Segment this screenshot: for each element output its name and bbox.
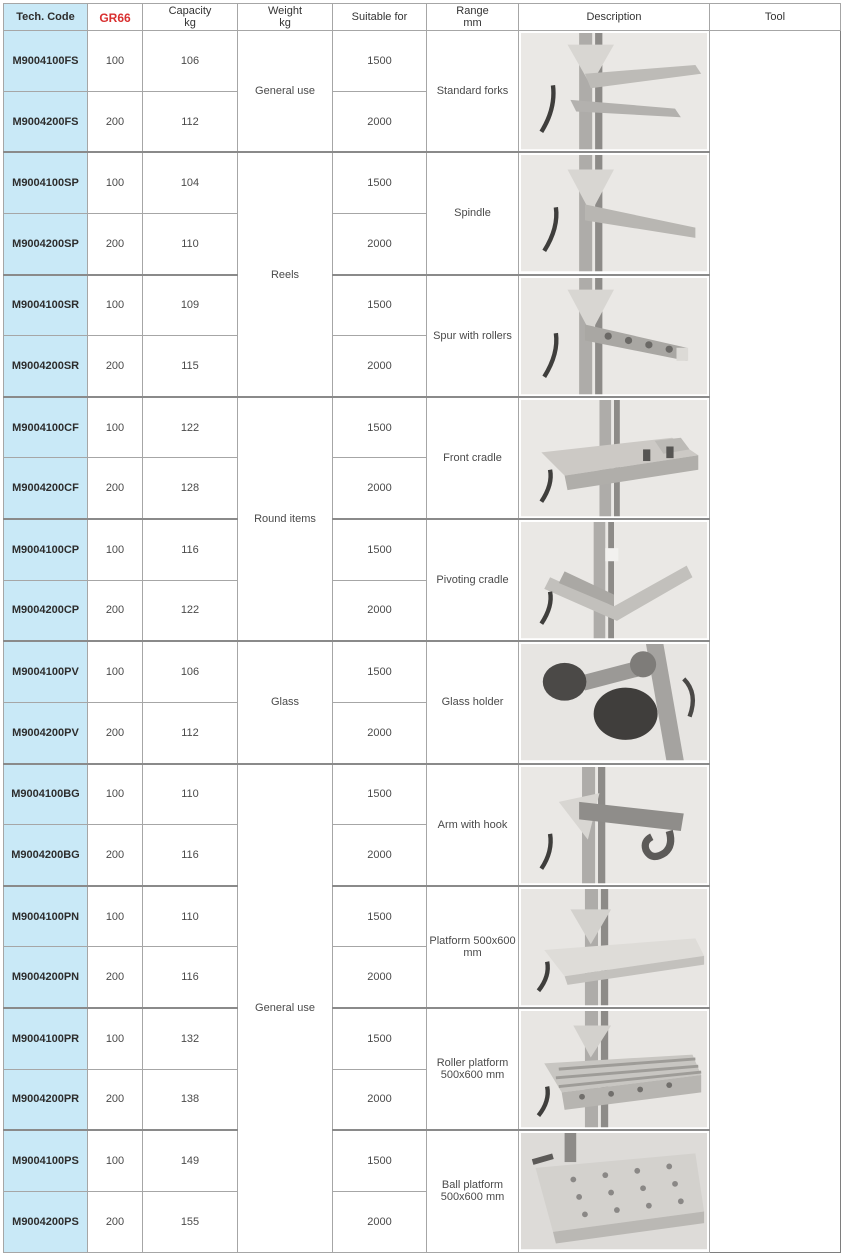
capacity-cell: 100: [88, 519, 143, 580]
product-table: [3, 3, 841, 1253]
gr66-label: GR66: [88, 4, 143, 31]
suitable-for-cell: Reels: [238, 152, 333, 397]
tool-cell: [519, 519, 710, 641]
range-header-unit: mm: [463, 17, 482, 29]
tech-code-cell: M9004200PR: [4, 1069, 88, 1130]
tech-code-cell: M9004100PS: [4, 1130, 88, 1191]
tech-code-cell: M9004200PS: [4, 1191, 88, 1252]
glass-holder-photo: [521, 644, 707, 760]
capacity-header-label: Capacity: [168, 5, 212, 17]
range-cell: 1500: [333, 397, 427, 458]
tech-code-cell: M9004200PN: [4, 947, 88, 1008]
description-cell: Roller platform 500x600 mm: [427, 1008, 519, 1130]
tech-code-cell: M9004100PR: [4, 1008, 88, 1069]
weight-cell: 110: [143, 886, 238, 947]
weight-cell: 132: [143, 1008, 238, 1069]
table-row: [4, 1130, 841, 1191]
suitable-for-cell: General use: [238, 764, 333, 1253]
range-cell: 1500: [333, 31, 427, 92]
weight-cell: 115: [143, 336, 238, 397]
weight-cell: 110: [143, 764, 238, 825]
range-cell: 1500: [333, 764, 427, 825]
suitable-for-header: Suitable for: [333, 4, 427, 31]
tool-cell: [519, 1130, 710, 1252]
tech-code-cell: M9004100SR: [4, 275, 88, 336]
table-row: [4, 336, 841, 397]
table-row: [4, 1191, 841, 1252]
range-cell: 2000: [333, 458, 427, 519]
weight-cell: 155: [143, 1191, 238, 1252]
standard-forks-photo: [521, 33, 707, 149]
range-cell: 2000: [333, 91, 427, 152]
roller-platform-photo: [521, 1011, 707, 1127]
spindle-photo: [521, 155, 707, 271]
capacity-cell: 100: [88, 1008, 143, 1069]
weight-cell: 112: [143, 91, 238, 152]
capacity-header-unit: kg: [184, 17, 196, 29]
weight-cell: 110: [143, 213, 238, 274]
capacity-cell: 100: [88, 152, 143, 213]
catalog-page: [0, 3, 843, 1228]
range-cell: 1500: [333, 641, 427, 702]
weight-cell: 122: [143, 397, 238, 458]
description-cell: Spindle: [427, 152, 519, 274]
range-cell: 2000: [333, 336, 427, 397]
range-cell: 1500: [333, 886, 427, 947]
weight-cell: 106: [143, 641, 238, 702]
table-row: [4, 947, 841, 1008]
range-cell: 1500: [333, 275, 427, 336]
tech-code-cell: M9004200SR: [4, 336, 88, 397]
capacity-cell: 200: [88, 702, 143, 763]
weight-cell: 116: [143, 947, 238, 1008]
ball-platform-photo: [521, 1133, 707, 1249]
tool-cell: [519, 1008, 710, 1130]
capacity-cell: 100: [88, 275, 143, 336]
capacity-cell: 200: [88, 580, 143, 641]
table-row: [4, 886, 841, 947]
table-row: [4, 397, 841, 458]
table-row: [4, 702, 841, 763]
front-cradle-photo: [521, 400, 707, 516]
range-cell: 1500: [333, 152, 427, 213]
description-cell: Glass holder: [427, 641, 519, 763]
weight-header: [238, 4, 333, 31]
weight-header-unit: kg: [279, 17, 291, 29]
capacity-cell: 100: [88, 1130, 143, 1191]
range-cell: 2000: [333, 1191, 427, 1252]
description-header: Description: [519, 4, 710, 31]
range-cell: 2000: [333, 702, 427, 763]
tool-cell: [519, 275, 710, 397]
table-row: [4, 825, 841, 886]
spur-with-rollers-photo: [521, 278, 707, 394]
tech-code-cell: M9004100BG: [4, 764, 88, 825]
table-row: [4, 213, 841, 274]
capacity-cell: 100: [88, 641, 143, 702]
tech-code-cell: M9004100CP: [4, 519, 88, 580]
range-cell: 2000: [333, 1069, 427, 1130]
description-cell: Pivoting cradle: [427, 519, 519, 641]
suitable-for-cell: Glass: [238, 641, 333, 763]
weight-cell: 106: [143, 31, 238, 92]
capacity-cell: 200: [88, 91, 143, 152]
table-row: [4, 275, 841, 336]
capacity-header: [143, 4, 238, 31]
weight-cell: 122: [143, 580, 238, 641]
table-row: [4, 152, 841, 213]
table-row: [4, 519, 841, 580]
tech-code-cell: M9004100SP: [4, 152, 88, 213]
weight-cell: 112: [143, 702, 238, 763]
tech-code-cell: M9004200CF: [4, 458, 88, 519]
range-cell: 1500: [333, 1008, 427, 1069]
description-cell: Standard forks: [427, 31, 519, 153]
table-row: [4, 31, 841, 92]
weight-cell: 128: [143, 458, 238, 519]
tool-cell: [519, 397, 710, 519]
tech-code-cell: M9004200PV: [4, 702, 88, 763]
arm-with-hook-photo: [521, 767, 707, 883]
capacity-cell: 100: [88, 886, 143, 947]
description-cell: Spur with rollers: [427, 275, 519, 397]
tool-cell: [519, 152, 710, 274]
range-cell: 2000: [333, 947, 427, 1008]
tool-cell: [519, 764, 710, 886]
range-cell: 1500: [333, 1130, 427, 1191]
tool-header: Tool: [710, 4, 841, 31]
tech-code-cell: M9004200CP: [4, 580, 88, 641]
range-cell: 1500: [333, 519, 427, 580]
capacity-cell: 100: [88, 31, 143, 92]
tech-code-cell: M9004100PV: [4, 641, 88, 702]
capacity-cell: 100: [88, 764, 143, 825]
weight-cell: 109: [143, 275, 238, 336]
description-cell: Arm with hook: [427, 764, 519, 886]
weight-cell: 138: [143, 1069, 238, 1130]
tech-code-cell: M9004100PN: [4, 886, 88, 947]
tool-cell: [519, 641, 710, 763]
header-row: [4, 4, 841, 31]
range-cell: 2000: [333, 825, 427, 886]
tech-code-cell: M9004100FS: [4, 31, 88, 92]
tech-code-cell: M9004200SP: [4, 213, 88, 274]
weight-cell: 149: [143, 1130, 238, 1191]
table-row: [4, 764, 841, 825]
weight-cell: 104: [143, 152, 238, 213]
pivoting-cradle-photo: [521, 522, 707, 638]
weight-cell: 116: [143, 825, 238, 886]
tech-code-cell: M9004200BG: [4, 825, 88, 886]
description-cell: Front cradle: [427, 397, 519, 519]
range-header-label: Range: [456, 5, 489, 17]
weight-header-label: Weight: [267, 5, 303, 17]
range-cell: 2000: [333, 213, 427, 274]
table-row: [4, 1069, 841, 1130]
tool-cell: [519, 886, 710, 1008]
suitable-for-cell: Round items: [238, 397, 333, 642]
table-row: [4, 91, 841, 152]
table-row: [4, 1008, 841, 1069]
capacity-cell: 200: [88, 947, 143, 1008]
range-header: [427, 4, 519, 31]
capacity-cell: 200: [88, 1191, 143, 1252]
table-row: [4, 458, 841, 519]
tool-cell: [519, 31, 710, 153]
weight-cell: 116: [143, 519, 238, 580]
capacity-cell: 200: [88, 336, 143, 397]
capacity-cell: 200: [88, 1069, 143, 1130]
tech-code-cell: M9004200FS: [4, 91, 88, 152]
capacity-cell: 200: [88, 825, 143, 886]
description-cell: Platform 500x600 mm: [427, 886, 519, 1008]
capacity-cell: 200: [88, 213, 143, 274]
table-row: [4, 580, 841, 641]
table-row: [4, 641, 841, 702]
description-cell: Ball platform 500x600 mm: [427, 1130, 519, 1252]
suitable-for-cell: General use: [238, 31, 333, 153]
tech-code-cell: M9004100CF: [4, 397, 88, 458]
range-cell: 2000: [333, 580, 427, 641]
platform-photo: [521, 889, 707, 1005]
capacity-cell: 100: [88, 397, 143, 458]
tech-code-header: Tech. Code: [4, 4, 88, 31]
capacity-cell: 200: [88, 458, 143, 519]
